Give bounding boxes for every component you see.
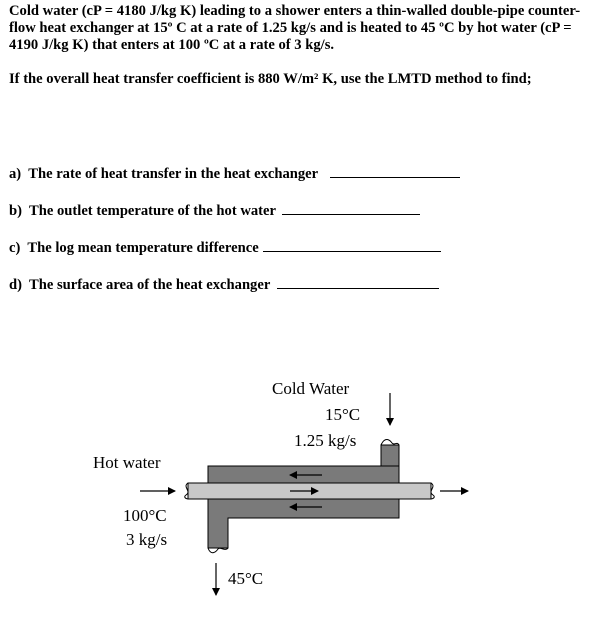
cold-inlet-break (381, 439, 399, 445)
cold-outlet-temp: 45°C (228, 569, 264, 588)
hot-inlet-temp: 100°C (123, 506, 167, 525)
question-text: The surface area of the heat exchanger (29, 277, 271, 293)
cold-flow-rate: 1.25 kg/s (294, 431, 357, 450)
hot-water-label: Hot water (93, 453, 161, 472)
question-text: The log mean temperature difference (27, 240, 259, 256)
cold-inlet-nozzle (381, 445, 399, 466)
problem-paragraph-1: Cold water (cP = 4180 J/kg K) leading to a shower enters a thin-walled double-pipe counter-flow heat exchanger at 15º C at a rate of 1.25 kg/s and is heated to 45 ºC by hot water (cP = 4190 J/kg K) that enters at 100 ºC at a rate of 3 kg/s. (9, 3, 581, 53)
question-text: The rate of heat transfer in the heat exchanger (28, 166, 318, 182)
question-letter: c) (9, 240, 21, 256)
cold-water-label: Cold Water (272, 379, 350, 398)
question-letter: d) (9, 277, 22, 293)
question-letter: b) (9, 203, 22, 219)
outlet-break (208, 548, 228, 553)
hot-flow-rate: 3 kg/s (126, 530, 168, 549)
question-text: The outlet temperature of the hot water (29, 203, 276, 219)
problem-paragraph-2: If the overall heat transfer coefficient is 880 W/m² K, use the LMTD method to find; (9, 71, 532, 87)
cold-inlet-temp: 15°C (325, 405, 361, 424)
question-letter: a) (9, 166, 22, 182)
